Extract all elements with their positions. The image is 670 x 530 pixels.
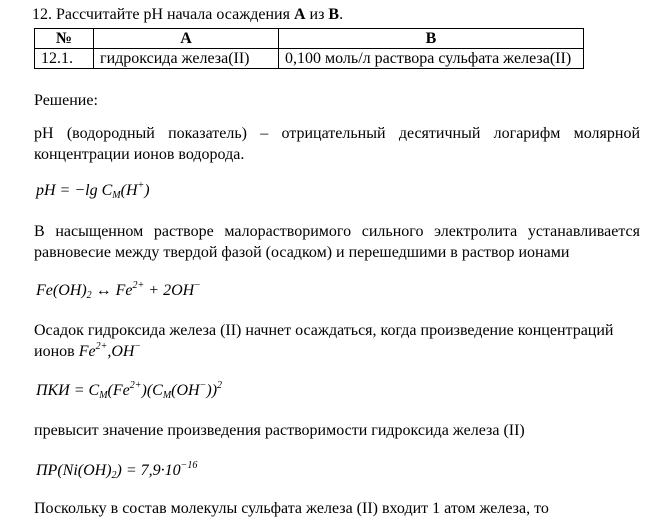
ph-definition-paragraph: pH (водородный показатель) – отрицательный десятичный логарифм молярной концентрации ионов водорода. [34, 125, 640, 163]
ion-product-formula: ПКИ = $C_M(Fe^{2+})(C_M(OH^-))^2$ [36, 380, 223, 401]
ions-line: ионов $Fe^{2+},OH^-$ [34, 341, 142, 360]
exceeds-paragraph: превысит значение произведения растворимости гидроксида железа (II) [34, 422, 525, 439]
dissociation-equation: $Fe(OH)_2$ ↔ $Fe^{2+} + 2OH^-$ [36, 280, 201, 301]
task-a-symbol: А [293, 6, 306, 23]
task-text: Рассчитайте рН начала осаждения [56, 6, 294, 23]
table-header-number: № [35, 29, 94, 49]
since-paragraph: Поскольку в состав молекулы сульфата железа (II) входит 1 атом железа, то [34, 500, 549, 517]
table-header-b: В [279, 29, 584, 49]
solution-label: Решение: [34, 92, 98, 109]
task-number: 12. [32, 6, 52, 23]
task-text-end: . [339, 6, 344, 23]
solubility-product-formula: $ПР(Ni(OH)_2) = 7,9\cdot 10^{-16}$ [36, 460, 198, 481]
task-table [34, 28, 584, 69]
table-cell-a: гидроксида железа(II) [94, 49, 279, 69]
ph-formula: pH = −lg $C_M(H^+)$ [36, 180, 150, 201]
task-statement [32, 6, 343, 24]
precipitation-paragraph: Осадок гидроксида железа (II) начнет осаждаться, когда произведение концентраций [34, 322, 614, 339]
table-cell-number: 12.1. [35, 49, 94, 69]
table-cell-b: 0,100 моль/л раствора сульфата железа(II) [279, 49, 584, 69]
table-row [35, 49, 584, 69]
table-header-row [35, 29, 584, 49]
table-header-a: А [94, 29, 279, 49]
task-text-middle: из [305, 6, 329, 23]
task-b-symbol: В [328, 6, 340, 23]
equilibrium-paragraph: В насыщенном растворе малорастворимого сильного электролита устанавливается равновесие между твердой фазой (осадком) и перешедшими в раствор ионами [34, 223, 640, 261]
